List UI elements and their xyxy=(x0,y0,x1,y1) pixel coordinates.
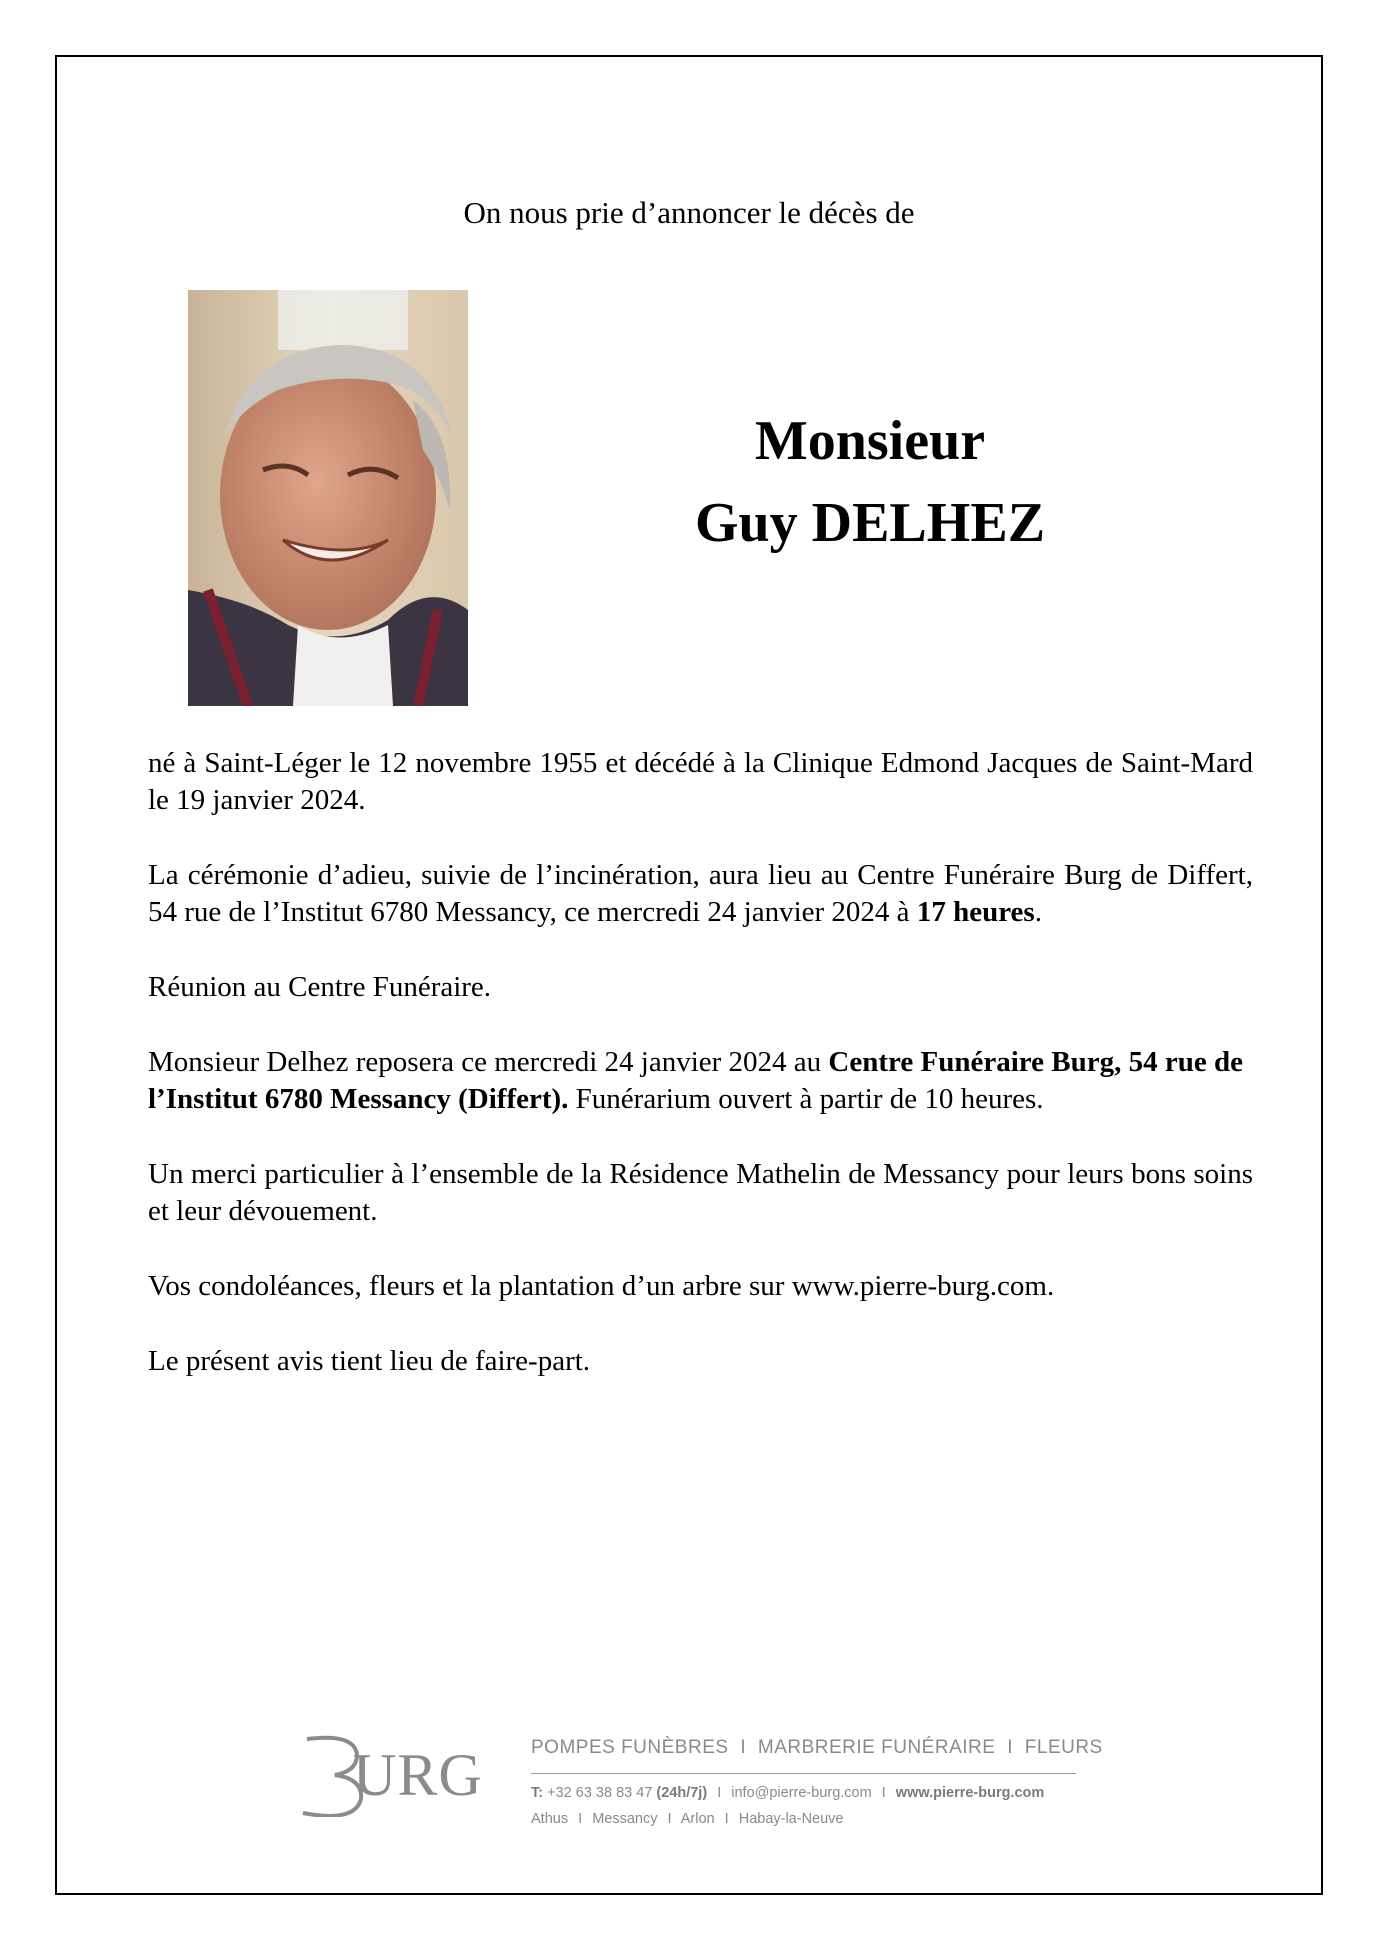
location-habay: Habay-la-Neuve xyxy=(738,1811,844,1827)
locations-line xyxy=(531,1811,844,1827)
repose-text: Monsieur Delhez reposera ce mercredi 24 janvier 2024 au xyxy=(148,1046,822,1078)
separator: I xyxy=(667,1811,672,1827)
location-messancy: Messancy xyxy=(592,1811,658,1827)
intro-text: On nous prie d’annoncer le décès de xyxy=(463,195,915,230)
ceremony-end: . xyxy=(1034,896,1042,928)
service-flowers: FLEURS xyxy=(1024,1737,1103,1758)
thanks-paragraph: Un merci particulier à l’ensemble de la Résidence Mathelin de Messancy pour leurs bons soins et leur dévouement. xyxy=(148,1158,1253,1227)
footer-divider xyxy=(531,1773,1076,1774)
birth-death-paragraph: né à Saint-Léger le 12 novembre 1955 et décédé à la Clinique Edmond Jacques de Saint-Mard le 19 janvier 2024. xyxy=(148,747,1253,816)
name-full: Guy DELHEZ xyxy=(694,492,1046,554)
phone-label: T: xyxy=(531,1785,544,1801)
website: www.pierre-burg.com xyxy=(895,1785,1045,1801)
phone-number: +32 63 38 83 47 xyxy=(547,1785,653,1801)
notice-paragraph: Le présent avis tient lieu de faire-part. xyxy=(148,1345,591,1377)
service-masonry: MARBRERIE FUNÉRAIRE xyxy=(757,1737,996,1758)
deceased-name xyxy=(560,400,1180,564)
name-title: Monsieur xyxy=(754,410,986,472)
deceased-photo xyxy=(188,290,468,706)
separator: I xyxy=(740,1737,747,1758)
contact-line xyxy=(531,1785,1044,1801)
repose-place: Centre Funéraire Burg, 54 rue de l’Institut 6780 Messancy (Differt). xyxy=(148,1046,1243,1115)
location-athus: Athus xyxy=(531,1811,569,1827)
ceremony-time: 17 heures xyxy=(916,896,1035,928)
service-funeral: POMPES FUNÈBRES xyxy=(531,1737,729,1758)
ceremony-text: La cérémonie d’adieu, suivie de l’incinération, aura lieu au Centre Funéraire Burg de Differt, 54 rue de l’Institut 6780 Messancy, ce mercredi 24 janvier 2024 à xyxy=(148,859,1253,928)
funeral-home-footer xyxy=(295,1725,1103,1845)
logo-text: URG xyxy=(353,1742,483,1808)
location-arlon: Arlon xyxy=(680,1811,715,1827)
services-line xyxy=(531,1737,1103,1759)
separator: I xyxy=(881,1785,886,1801)
separator: I xyxy=(724,1811,729,1827)
email: info@pierre-burg.com xyxy=(731,1785,872,1801)
ceremony-paragraph xyxy=(148,857,1253,931)
separator: I xyxy=(578,1811,583,1827)
repose-paragraph xyxy=(148,1044,1253,1118)
reunion-paragraph: Réunion au Centre Funéraire. xyxy=(148,971,492,1003)
separator: I xyxy=(717,1785,722,1801)
repose-end: Funérarium ouvert à partir de 10 heures. xyxy=(575,1083,1044,1115)
notice-body xyxy=(148,745,1253,1380)
phone-hours: (24h/7j) xyxy=(656,1785,708,1801)
separator: I xyxy=(1007,1737,1013,1758)
condolences-paragraph: Vos condoléances, fleurs et la plantation d’un arbre sur www.pierre-burg.com. xyxy=(148,1270,1055,1302)
